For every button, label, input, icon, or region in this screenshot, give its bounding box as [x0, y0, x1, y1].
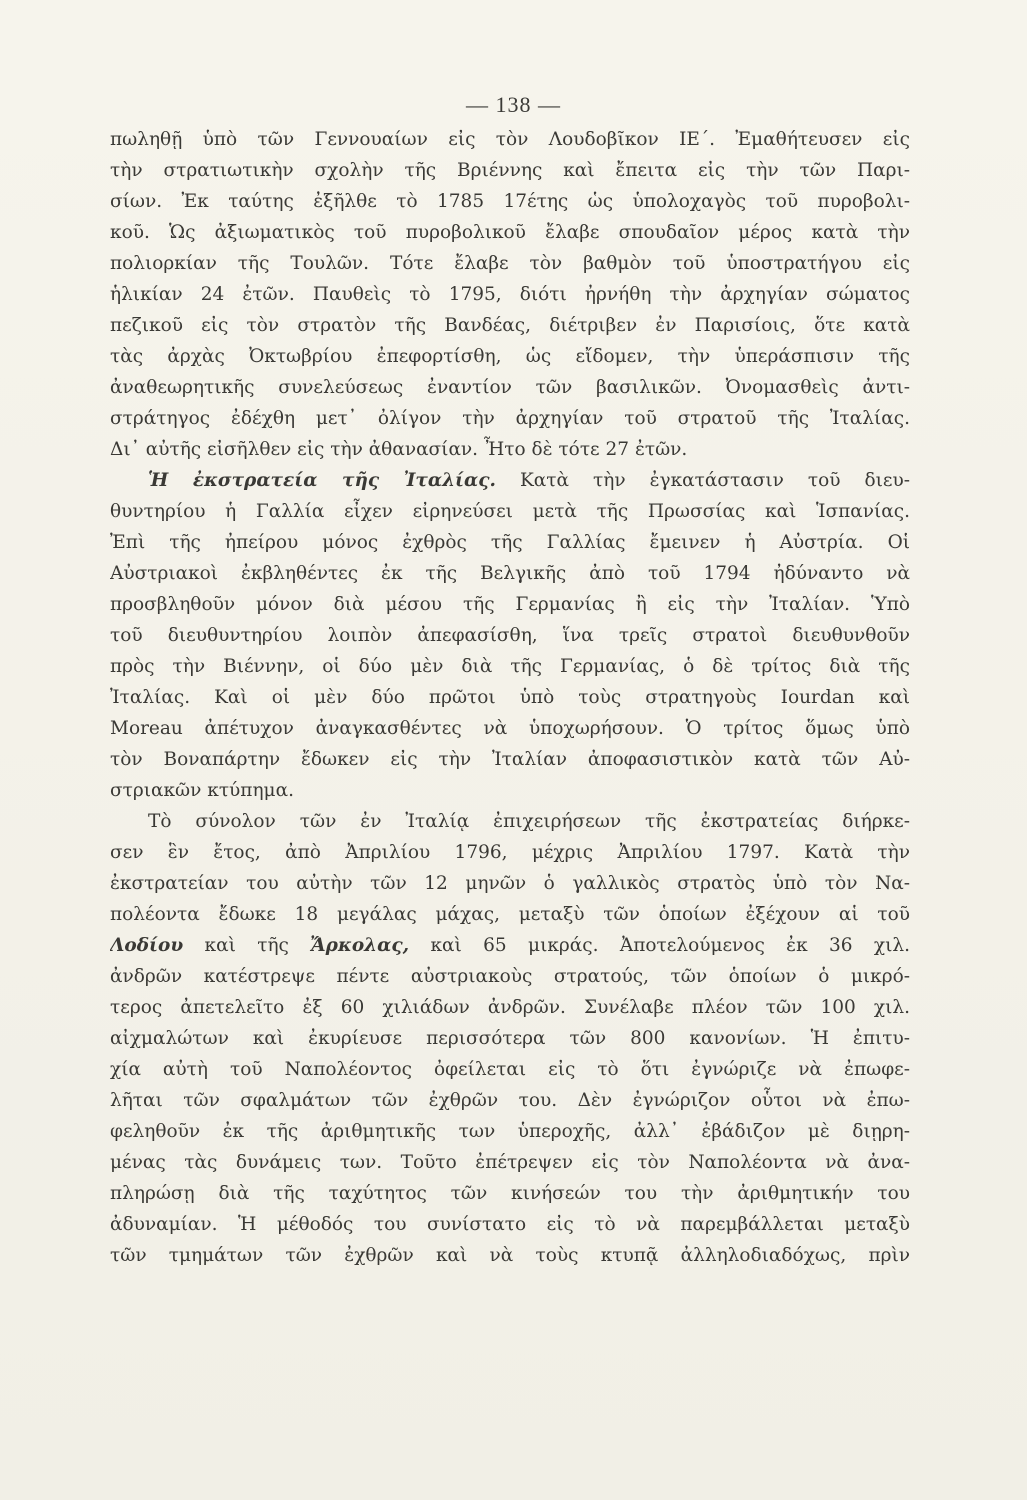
text-line: σεν ἓν ἔτος, ἀπὸ Ἀπριλίου 1796, μέχρις Ἀπριλίου 1797. Κατὰ τὴν — [110, 842, 910, 863]
text-line: τερος ἀπετελεῖτο ἐξ 60 χιλιάδων ἀνδρῶν. Συνέλαβε πλέον τῶν 100 χιλ. — [110, 997, 910, 1018]
text-line: Αὐστριακοὶ ἐκβληθέντες ἐκ τῆς Βελγικῆς ἀπὸ τοῦ 1794 ἠδύναντο νὰ — [110, 563, 910, 584]
text-line: πληρώσῃ διὰ τῆς ταχύτητος τῶν κινήσεών του τὴν ἀριθμητικήν του — [110, 1183, 910, 1204]
text-line: κοῦ. Ὡς ἀξιωματικὸς τοῦ πυροβολικοῦ ἔλαβε σπουδαῖον μέρος κατὰ τὴν — [110, 222, 910, 243]
battle-name-lodi: Λοδίου — [110, 935, 184, 956]
text-line: πρὸς τὴν Βιέννην, οἱ δύο μὲν διὰ τῆς Γερμανίας, ὁ δὲ τρίτος διὰ τῆς — [110, 656, 910, 677]
text-line: ἀνδρῶν κατέστρεψε πέντε αὐστριακοὺς στρατούς, τῶν ὁποίων ὁ μικρό- — [110, 966, 910, 987]
section-heading: Ἡ ἐκστρατεία τῆς Ἰταλίας. — [148, 470, 496, 491]
text-line — [110, 1271, 910, 1302]
text-line: τὸν Βοναπάρτην ἔδωκεν εἰς τὴν Ἰταλίαν ἀποφασιστικὸν κατὰ τῶν Αὐ- — [110, 749, 910, 770]
text-line: χία αὐτὴ τοῦ Ναπολέοντος ὀφείλεται εἰς τὸ ὅτι ἐγνώριζε νὰ ἐπωφε- — [110, 1059, 910, 1080]
text-line: πωληθῇ ὑπὸ τῶν Γεννουαίων εἰς τὸν Λουδοβῖκον ΙΕ΄. Ἐμαθήτευσεν εἰς — [110, 129, 910, 150]
text-line: προσβληθοῦν μόνον διὰ μέσου τῆς Γερμανίας ἢ εἰς τὴν Ἰταλίαν. Ὑπὸ — [110, 594, 910, 615]
text-fragment: Κατὰ τὴν ἐγκατάστασιν τοῦ διευ- — [519, 470, 910, 491]
text-line: πεζικοῦ εἰς τὸν στρατὸν τῆς Βανδέας, διέτριβεν ἐν Παρισίοις, ὅτε κατὰ — [110, 315, 910, 336]
text-line: θυντηρίου ἡ Γαλλία εἶχεν εἰρηνεύσει μετὰ τῆς Πρωσσίας καὶ Ἱσπανίας. — [110, 501, 910, 522]
text-line: τῶν τμημάτων τῶν ἐχθρῶν καὶ νὰ τοὺς κτυπᾷ ἀλληλοδιαδόχως, πρὶν — [110, 1245, 910, 1266]
text-line: στράτηγος ἐδέχθη μετ᾽ ὀλίγον τὴν ἀρχηγίαν τοῦ στρατοῦ τῆς Ἰταλίας. — [110, 408, 910, 429]
text-line: πολέοντα ἔδωκε 18 μεγάλας μάχας, μεταξὺ τῶν ὁποίων ἐξέχουν αἱ τοῦ — [110, 904, 910, 925]
text-line: μένας τὰς δυνάμεις των. Τοῦτο ἐπέτρεψεν εἰς τὸν Ναπολέοντα νὰ ἀνα- — [110, 1152, 910, 1173]
text-fragment: καὶ τῆς — [204, 935, 289, 956]
page-number: — 138 — — [466, 92, 561, 117]
text-line: στριακῶν κτύπημα. — [110, 780, 294, 801]
text-line: λῆται τῶν σφαλμάτων τῶν ἐχθρῶν του. Δὲν ἐγνώριζον οὗτοι νὰ ἐπω- — [110, 1090, 910, 1111]
text-line: Τὸ σύνολον τῶν ἐν Ἰταλίᾳ ἐπιχειρήσεων τῆς ἐκστρατείας διήρκε- — [148, 811, 910, 832]
text-fragment: καὶ 65 μικράς. Ἀποτελούμενος ἐκ 36 χιλ. — [430, 935, 910, 956]
text-line: σίων. Ἐκ ταύτης ἐξῆλθε τὸ 1785 17έτης ὡς ὑπολοχαγὸς τοῦ πυροβολι- — [110, 191, 910, 212]
text-line: Ἰταλίας. Καὶ οἱ μὲν δύο πρῶτοι ὑπὸ τοὺς στρατηγοὺς Iourdan καὶ — [110, 687, 910, 708]
text-line: ἐκστρατείαν του αὐτὴν τῶν 12 μηνῶν ὁ γαλλικὸς στρατὸς ὑπὸ τὸν Να- — [110, 873, 910, 894]
text-line: τοῦ διευθυντηρίου λοιπὸν ἀπεφασίσθη, ἵνα τρεῖς στρατοὶ διευθυνθοῦν — [110, 625, 910, 646]
battles-line — [110, 930, 910, 961]
text-line: ἀναθεωρητικῆς συνελεύσεως ἐναντίον τῶν βασιλικῶν. Ὀνομασθεὶς ἀντι- — [110, 377, 910, 398]
body-text — [110, 124, 910, 1302]
text-line: αἰχμαλώτων καὶ ἐκυρίευσε περισσότερα τῶν 800 κανονίων. Ἡ ἐπιτυ- — [110, 1028, 910, 1049]
text-line: πολιορκίαν τῆς Τουλῶν. Τότε ἔλαβε τὸν βαθμὸν τοῦ ὑποστρατήγου εἰς — [110, 253, 910, 274]
battle-name-arcola: Ἄρκολας, — [310, 935, 410, 956]
section-start-line — [110, 465, 910, 496]
text-line: φεληθοῦν ἐκ τῆς ἀριθμητικῆς των ὑπεροχῆς, ἀλλ᾽ ἐβάδιζον μὲ διῃρη- — [110, 1121, 910, 1142]
text-line: Ἐπὶ τῆς ἠπείρου μόνος ἐχθρὸς τῆς Γαλλίας ἔμεινεν ἡ Αὐστρία. Οἱ — [110, 532, 910, 553]
text-line: ἀδυναμίαν. Ἡ μέθοδός του συνίστατο εἰς τὸ νὰ παρεμβάλλεται μεταξὺ — [110, 1214, 910, 1235]
text-line: τὴν στρατιωτικὴν σχολὴν τῆς Βριέννης καὶ ἔπειτα εἰς τὴν τῶν Παρι- — [110, 160, 910, 181]
text-line: τὰς ἀρχὰς Ὀκτωβρίου ἐπεφορτίσθη, ὡς εἴδομεν, τὴν ὑπεράσπισιν τῆς — [110, 346, 910, 367]
text-line: ἡλικίαν 24 ἐτῶν. Παυθεὶς τὸ 1795, διότι ἠρνήθη τὴν ἀρχηγίαν σώματος — [110, 284, 910, 305]
text-line: Δι᾽ αὐτῆς εἰσῆλθεν εἰς τὴν ἀθανασίαν. Ἦτο δὲ τότε 27 ἐτῶν. — [110, 439, 688, 460]
text-line: Moreau ἀπέτυχον ἀναγκασθέντες νὰ ὑποχωρήσουν. Ὁ τρίτος ὅμως ὑπὸ — [110, 718, 910, 739]
